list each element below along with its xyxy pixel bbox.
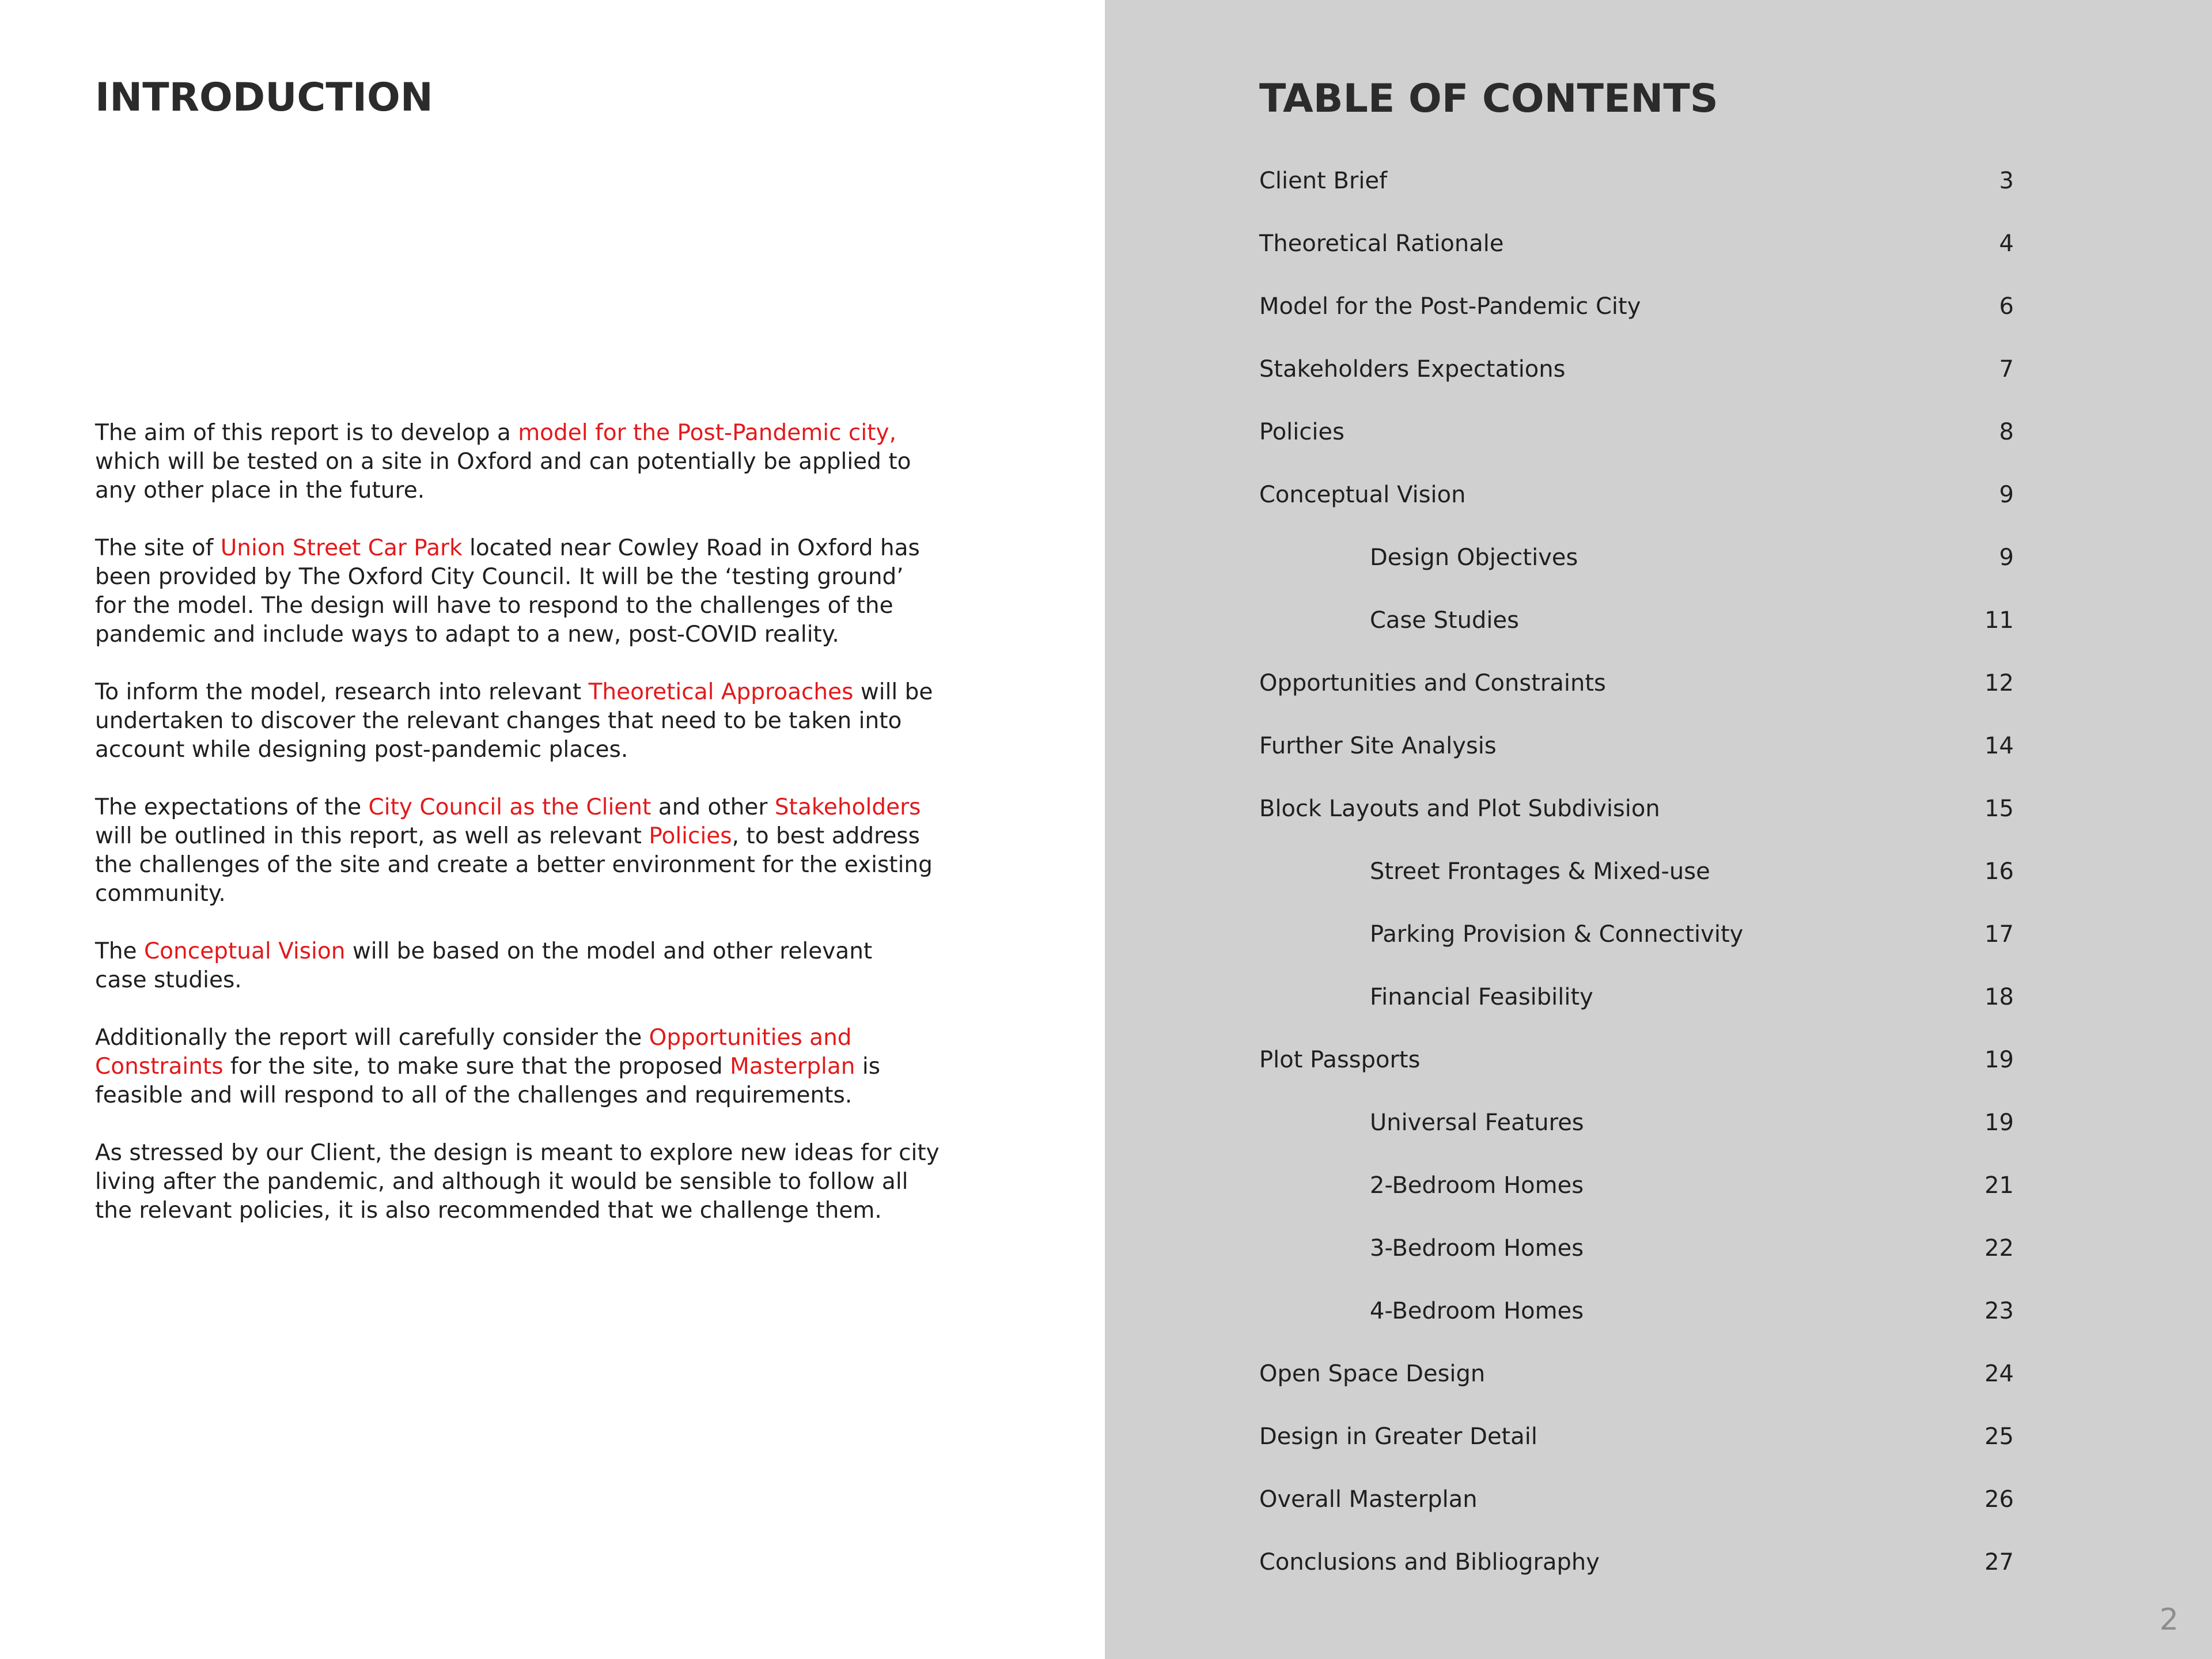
toc-entry [1259,471,2014,534]
paragraph-text: Additionally the report will carefully consider the [95,1025,649,1051]
toc-entry-title: Block Layouts and Plot Subdivision [1259,796,1660,822]
paragraph-text: for the site, to make sure that the proposed [223,1054,730,1080]
paragraph-text: the challenges of the site and create a better environment for the existing [95,852,933,878]
toc-entry [1259,283,2014,346]
paragraph-text: pandemic and include ways to adapt to a new, post-COVID reality. [95,622,839,647]
toc-entry-page-number: 27 [1984,1549,2014,1575]
paragraph-text: feasible and will respond to all of the challenges and requirements. [95,1082,853,1108]
toc-entry-page-number: 21 [1984,1172,2014,1199]
toc-entry-page-number: 22 [1984,1235,2014,1262]
paragraph-text: The aim of this report is to develop a [95,420,518,446]
paragraph-text: The expectations of the [95,794,369,820]
toc-entry-page-number: 15 [1984,796,2014,822]
toc-entry [1259,1476,2014,1539]
paragraph-text: which will be tested on a site in Oxford and can potentially be applied to [95,449,911,475]
toc-entry [1259,220,2014,283]
toc-entry [1259,1539,2014,1601]
paragraph-text: The [95,938,144,964]
toc-subentry [1259,1225,2014,1287]
page-number: 2 [2159,1603,2179,1637]
toc-entry-page-number: 19 [1984,1109,2014,1136]
introduction-heading: INTRODUCTION [95,75,433,120]
highlighted-phrase: Masterplan [730,1054,855,1080]
intro-paragraph [95,937,982,995]
toc-entry-page-number: 16 [1984,858,2014,885]
paragraph-text: To inform the model, research into relevant [95,679,589,705]
toc-entry-title: Opportunities and Constraints [1259,670,1606,696]
highlighted-phrase: Constraints [95,1054,224,1080]
toc-entry-page-number: 18 [1984,984,2014,1010]
toc-entry [1259,785,2014,848]
toc-entry-title: Design Objectives [1370,544,1578,571]
intro-paragraph [95,793,982,908]
paragraph-text: The site of [95,535,221,561]
toc-list [1259,157,2014,1601]
paragraph-text: been provided by The Oxford City Council. It will be the ‘testing ground’ [95,564,904,590]
toc-entry-title: Parking Provision & Connectivity [1370,921,1744,948]
toc-subentry [1259,974,2014,1036]
paragraph-text: case studies. [95,967,242,993]
toc-entry-title: Theoretical Rationale [1259,230,1504,257]
toc-entry-page-number: 6 [1999,293,2014,320]
toc-entry-title: Policies [1259,419,1344,445]
paragraph-text: will be outlined in this report, as well as relevant [95,823,649,849]
toc-entry [1259,408,2014,471]
toc-subentry [1259,534,2014,597]
table-of-contents-page [1105,0,2212,1659]
introduction-body [95,419,982,1254]
toc-entry-page-number: 25 [1984,1423,2014,1450]
table-of-contents-heading: TABLE OF CONTENTS [1259,76,1718,122]
paragraph-text: As stressed by our Client, the design is meant to explore new ideas for city [95,1140,940,1166]
toc-entry-page-number: 4 [1999,230,2014,257]
toc-entry-title: Open Space Design [1259,1361,1486,1387]
intro-paragraph [95,534,982,649]
toc-entry-title: Conceptual Vision [1259,482,1466,508]
toc-entry-title: Financial Feasibility [1370,984,1593,1010]
toc-entry-page-number: 14 [1984,733,2014,759]
toc-subentry [1259,1162,2014,1225]
toc-entry-title: Case Studies [1370,607,1519,634]
toc-entry-title: 4-Bedroom Homes [1370,1298,1584,1324]
toc-entry [1259,722,2014,785]
toc-entry-title: Design in Greater Detail [1259,1423,1537,1450]
intro-paragraph [95,1024,982,1110]
toc-entry-page-number: 7 [1999,356,2014,382]
toc-subentry [1259,848,2014,911]
toc-entry [1259,346,2014,408]
toc-subentry [1259,1287,2014,1350]
toc-subentry [1259,597,2014,660]
toc-entry [1259,1036,2014,1099]
toc-entry-page-number: 3 [1999,168,2014,194]
paragraph-text: located near Cowley Road in Oxford has [462,535,920,561]
toc-entry-page-number: 9 [1999,482,2014,508]
highlighted-phrase: City Council as the Client [368,794,652,820]
toc-entry-page-number: 23 [1984,1298,2014,1324]
highlighted-phrase: Theoretical Approaches [588,679,854,705]
toc-subentry [1259,1099,2014,1162]
toc-entry-page-number: 26 [1984,1486,2014,1513]
paragraph-text: is [855,1054,881,1080]
highlighted-phrase: Policies [649,823,732,849]
paragraph-text: undertaken to discover the relevant changes that need to be taken into [95,708,902,734]
toc-entry-title: Universal Features [1370,1109,1584,1136]
toc-entry-page-number: 19 [1984,1047,2014,1073]
toc-entry-title: Plot Passports [1259,1047,1421,1073]
toc-entry-page-number: 8 [1999,419,2014,445]
intro-paragraph [95,1139,982,1225]
toc-entry-title: Street Frontages & Mixed-use [1370,858,1710,885]
toc-entry-title: Further Site Analysis [1259,733,1497,759]
toc-entry-title: Model for the Post-Pandemic City [1259,293,1641,320]
paragraph-text: for the model. The design will have to respond to the challenges of the [95,593,893,619]
toc-entry [1259,1350,2014,1413]
introduction-page [0,0,1105,1659]
toc-entry [1259,1413,2014,1476]
paragraph-text: the relevant policies, it is also recommended that we challenge them. [95,1198,882,1224]
paragraph-text: will be [853,679,933,705]
toc-entry-title: 2-Bedroom Homes [1370,1172,1584,1199]
paragraph-text: will be based on the model and other relevant [345,938,873,964]
paragraph-text: , to best address [732,823,920,849]
highlighted-phrase: Union Street Car Park [220,535,463,561]
toc-entry-page-number: 11 [1984,607,2014,634]
paragraph-text: living after the pandemic, and although it would be sensible to follow all [95,1169,908,1195]
toc-entry-title: Overall Masterplan [1259,1486,1478,1513]
paragraph-text: community. [95,881,226,907]
paragraph-text: any other place in the future. [95,478,425,503]
highlighted-phrase: Stakeholders [774,794,921,820]
toc-entry-title: 3-Bedroom Homes [1370,1235,1584,1262]
toc-entry-title: Client Brief [1259,168,1388,194]
toc-subentry [1259,911,2014,974]
toc-entry-page-number: 24 [1984,1361,2014,1387]
highlighted-phrase: model for the Post-Pandemic city, [518,420,896,446]
toc-entry [1259,660,2014,722]
highlighted-phrase: Conceptual Vision [143,938,346,964]
toc-entry [1259,157,2014,220]
toc-entry-title: Conclusions and Bibliography [1259,1549,1600,1575]
toc-entry-page-number: 17 [1984,921,2014,948]
paragraph-text: account while designing post-pandemic places. [95,737,628,763]
toc-entry-title: Stakeholders Expectations [1259,356,1566,382]
intro-paragraph [95,419,982,505]
highlighted-phrase: Opportunities and [649,1025,852,1051]
toc-entry-page-number: 9 [1999,544,2014,571]
paragraph-text: and other [651,794,775,820]
toc-entry-page-number: 12 [1984,670,2014,696]
intro-paragraph [95,678,982,764]
